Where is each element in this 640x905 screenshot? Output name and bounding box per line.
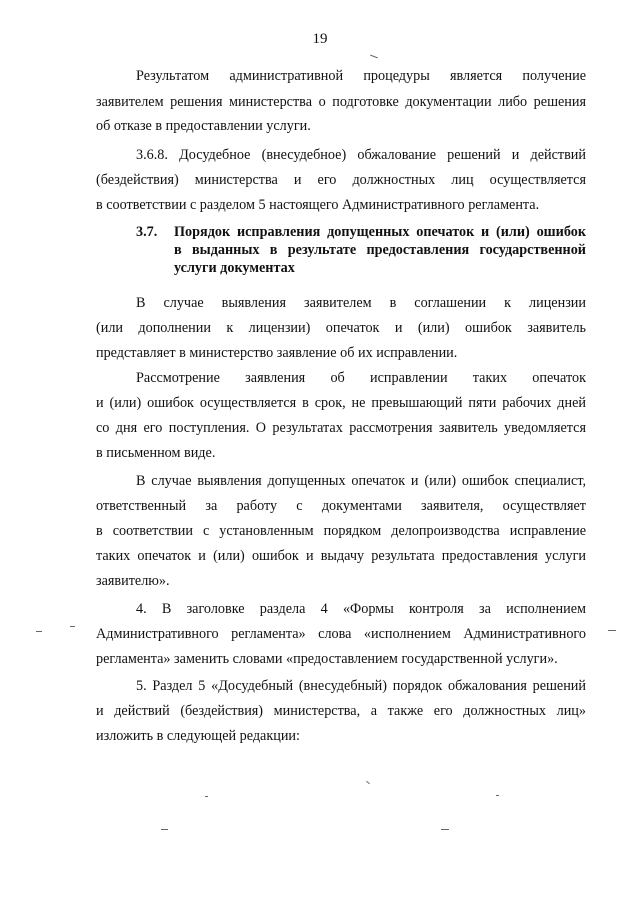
paragraph-5-line-1: В случае выявления допущенных опечаток и (или) ошибок специалист,	[136, 473, 586, 489]
section-heading-line-1: Порядок исправления допущенных опечаток и (или) ошибок	[174, 224, 586, 240]
paragraph-1-line-3: об отказе в предоставлении услуги.	[96, 118, 311, 134]
paragraph-7-line-2: и действий (бездействия) министерства, а также его должностных лиц»	[96, 703, 586, 719]
paragraph-4-line-1: Рассмотрение заявления об исправлении таких опечаток	[136, 370, 586, 386]
section-heading-number: 3.7.	[136, 224, 158, 240]
paragraph-6-line-2: Административного регламента» слова «исполнением Административного	[96, 626, 586, 642]
paragraph-2-line-2: (бездействия) министерства и его должностных лиц осуществляется	[96, 172, 586, 188]
paragraph-4-line-2: и (или) ошибок осуществляется в срок, не превышающий пяти рабочих дней	[96, 395, 586, 411]
scan-speck	[496, 795, 499, 796]
paragraph-5-line-3: в соответствии с установленным порядком делопроизводства исправление	[96, 523, 586, 539]
document-body	[96, 0, 586, 905]
page-number: 19	[312, 31, 328, 47]
scan-speck	[205, 796, 208, 797]
paragraph-3-line-2: (или дополнении к лицензии) опечаток и (или) ошибок заявитель	[96, 320, 586, 336]
paragraph-2-line-1: 3.6.8. Досудебное (внесудебное) обжалование решений и действий	[136, 147, 586, 163]
paragraph-6-line-1: 4. В заголовке раздела 4 «Формы контроля за исполнением	[136, 601, 586, 617]
paragraph-4-line-4: в письменном виде.	[96, 445, 216, 461]
paragraph-3-line-1: В случае выявления заявителем в соглашении к лицензии	[136, 295, 586, 311]
scan-speck	[161, 829, 168, 830]
paragraph-3-line-3: представляет в министерство заявление об их исправлении.	[96, 345, 458, 361]
paragraph-1-line-2: заявителем решения министерства о подготовке документации либо решения	[96, 94, 586, 110]
scan-speck	[36, 631, 42, 632]
scan-speck	[441, 829, 449, 830]
paragraph-7-line-1: 5. Раздел 5 «Досудебный (внесудебный) порядок обжалования решений	[136, 678, 586, 694]
paragraph-5-line-5: заявителю».	[96, 573, 170, 589]
section-heading-line-2: в выданных в результате предоставления государственной	[174, 242, 586, 258]
paragraph-5-line-4: таких опечаток и (или) ошибок и выдачу результата предоставления услуги	[96, 548, 586, 564]
section-heading-line-3: услуги документах	[174, 260, 295, 276]
paragraph-6-line-3: регламента» заменить словами «предоставлением государственной услуги».	[96, 651, 558, 667]
paragraph-7-line-3: изложить в следующей редакции:	[96, 728, 300, 744]
paragraph-1-line-1: Результатом административной процедуры является получение	[136, 68, 586, 84]
paragraph-2-line-3: в соответствии с разделом 5 настоящего Административного регламента.	[96, 197, 540, 213]
paragraph-4-line-3: со дня его поступления. О результатах рассмотрения заявитель уведомляется	[96, 420, 586, 436]
paragraph-5-line-2: ответственный за работу с документами заявителя, осуществляет	[96, 498, 586, 514]
scan-speck	[608, 630, 616, 631]
scan-speck	[70, 626, 75, 627]
